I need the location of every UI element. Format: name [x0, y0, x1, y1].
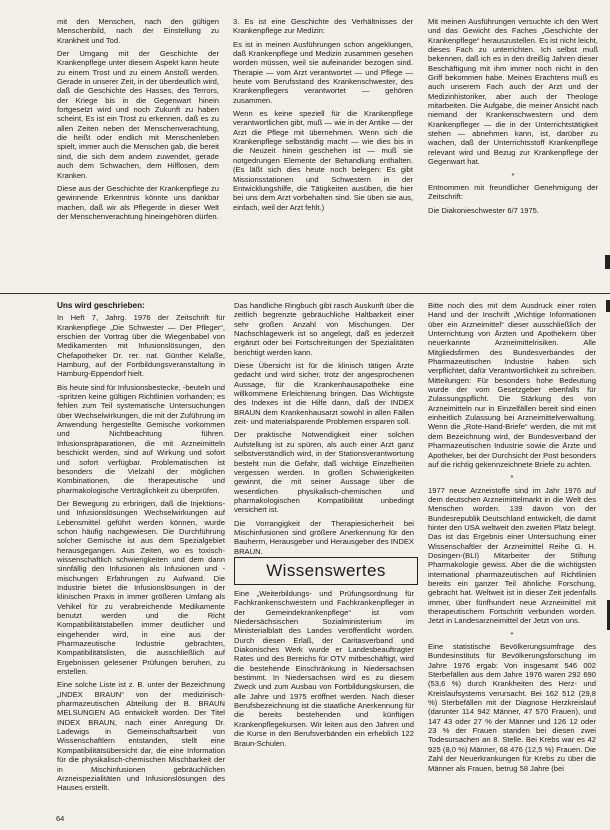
paragraph: Der Bewegung zu erbringen, daß die Injektions- und Infusionslösungen Wechselwirkungen auf Lebensmittel geführt werden können, wurde schon häufig nachgewiesen. Die Durchführung solcher Gemische ist aus dem Spezialgebiet herausgegangen. Aus Zeiten, wo es toxisch-wissenschaftlich schwierigkeiten und dem dann sinnfällig den Infusionen als Infusionen und -mischungen Erfahrungen zu Aufwand. Die Industrie bietet die Infusionslösungen in der klinischen Praxis in immer größeren Umfang als Vehikel für zu verabreichende Medikamente benutzt werden und die Richt Kompatibilitätstabellen immer deutlicher und eingehender wird, in eine aus der Pharmazeutische Industrie gebrachten, Kompatibilitätslisten, die ausschließlich auf Ergebnissen gelesener Prüfungen beruhen, zu erstellen. [57, 498, 225, 677]
top-middle-column [233, 17, 413, 282]
bottom-left-column [57, 301, 225, 806]
paragraph: Bis heute sind für Infusionsbestecke, -beuteln und -spritzen keine gültigen Richtlinien vorhanden; es fehlen zum Teil systematische Untersuchungen über Wechselwirkungen, die mit der Zuführung im Anwendung hergestellte Gemische vorkommen und Nichtbeachtung führen. Infusionspräparationen, die mit Arzneimitteln beschickt werden, sind auf Wirkung und sofort und sofort verfügbar. Problematischen ist besonders die Vielzahl der möglichen Kombinationen, die therapeutische und pharmakologische Verträglichkeit zu überprüfen. [57, 382, 225, 495]
scan-edge-mark [605, 255, 610, 269]
paragraph: Die Vorrangigkeit der Therapiesicherheit bei Mischinfusionen sind größere Anerkennung für den Bauherrn, Herausgeber und Herausgeber des INDEX BRAUN. [234, 518, 414, 555]
bottom-middle-column [234, 301, 414, 555]
section-heading: Uns wird geschrieben: [57, 301, 145, 310]
bottom-middle-column-lower [234, 589, 414, 809]
paragraph: Diese aus der Geschichte der Krankenpflege zu gewinnende Erkenntnis könnte uns dankbar machen, daß wir als Pflegerde in dieser Welt der Menschenverachtung hineingehören dürfen. [57, 183, 219, 221]
star-separator: * [510, 629, 514, 639]
paragraph: Es ist in meinen Ausführungen schon angeklungen, daß Krankenpflege und Medizin zusammen gesehen worden müssen, weil sie aufeinander bezogen sind. Therapie — vom Arzt verantwortet — und Pflege — heute vom Berufsstand des Krankenschwester, des Krankenpflegers verantwortet — gehören zusammen. [233, 39, 413, 105]
top-left-column [57, 17, 219, 282]
paragraph: Eine solche Liste ist z. B. unter der Bezeichnung „INDEX BRAUN“ von der medizinisch-pharmazeutischen Abteilung der B. BRAUN MELSUNGEN AG entwickelt worden. Der Titel INDEX BRAUN, nach einer Anregung Dr. Ladewigs in Gemeinschaftsarbeit von Wissenschaftlern entstanden, stellt eine Kompatibilitätsübersicht dar, die eine Information für die physikalisch-chemischen Mischbarkeit der in Mischinfusionen gebräuchlichen Arzneispezialitäten und Infusionslösungen des Hauses erstellt. [57, 680, 225, 793]
paragraph: Wenn es keine speziell für die Krankenpflege verantwortlichen gibt, muß — wie in der Antike — der Arzt die Pflege mit übernehmen. Wenn sich die Krankenpflege selbständig macht — wie dies bis in die Neuzeit hinein geschehen ist — muß sie notgedrungen Elemente der Behandlung enthalten. (Es läßt sich dies heute noch belegen: Es gibt Missionsstationen und Schwestern in der Entwicklungshilfe, die Tätigkeiten ausüben, die hier bei uns dem Arzt vorbehalten sind. Sie üben sie aus, einfach, weil der Arzt fehlt.) [233, 109, 413, 212]
paragraph: Diese Übersicht ist für die klinisch tätigen Ärzte gedacht und wird sicher, trotz der angesprochenen Aussage, für die Krankenhausapotheke eine willkommene Erleichterung bringen. Das Wichtigste des Indexes ist die Hilfe dann, daß der INDEX BRAUN dem Krankenhausarzt sowohl in allen Fällen zeit- und materialsparende Problemen ersparen soll. [234, 361, 414, 427]
source-note: Entnommen mit freundlicher Genehmigung der Zeitschrift: [428, 182, 598, 202]
paragraph: 3. Es ist eine Geschichte des Verhältnisses der Krankenpflege zur Medizin: [233, 17, 413, 36]
page-number: 64 [56, 814, 65, 823]
paragraph: Mit meinen Ausführungen versuchte ich den Wert und das Gewicht des Faches „Geschichte der Krankenpflege“ herauszustellen. Es ist nicht leicht, dieses Fach zu unterrichten. Ich selbst muß bekennen, daß ich es in den dreißig Jahren dieser Beschäftigung mit ihm immer noch nicht in den Griff bekommen habe. Meines Erachtens muß es auch unserem Fach auch der Arzt und der Medizinhistoriker, aber auch der Theologe mitarbeiten. Die Aufgabe, die meiner Ansicht nach niemand der Krankenschwestern und dem Krankenpfleger — die in der Unterrichtstätigkeit stehen — abnehmen kann, ist, darüber zu wachen, daß der Unterrichtsstoff Krankenpflege relevant wird und Bezug zur Krankenpflege der Gegenwart hat. [428, 17, 598, 167]
paragraph: Der Umgang mit der Geschichte der Krankenpflege unter diesem Aspekt kann heute zu einem Trost und zu einem Anstoß werden. Gerade in unserer Zeit, in der überdeutlich wird, daß die Geschichte des Hasses, des Terrors, der Kriege bis in die Gegenwart hinein fortgesetzt wird und noch Zukunft zu haben scheint, Es ist ein Trost zu erkennen, daß es zu allen Zeiten neben der Menschenverachtung, die heißt oder endlich mit Menschenleben spielt, immer auch die Menschen gab, die bereit sind, die sich dem andern zuwendet, gerade auch dem Schwachen, dem Hilflosen, dem Kranken. [57, 49, 219, 180]
paragraph: In Heft 7, Jahrg. 1976 der Zeitschrift für Krankenpflege „Die Schwester — Der Pfleger“, erschien der Vortrag über die Wiegenbabel von Medikamenten mit Infusionslösungen, den Chefapotheker Dr. rer. nat. Günther Kelaße, Hamburg, auf der Fortbildungsveranstaltung in Hamburg-Eppendorf hielt. [57, 313, 225, 379]
star-separator: * [510, 473, 514, 483]
section-title-box: Wissenswertes [234, 557, 418, 585]
paragraph: Das handliche Ringbuch gibt rasch Auskunft über die zeitlich begrenzte gebräuchliche Haltbarkeit einer sehr großen Anzahl von Mischungen. Der Nachschlagewerk ist so angelegt, daß es jederzeit ergänzt oder bei Fortschreitungen der Spezialitäten berichtigt werden kann. [234, 301, 414, 357]
paragraph: Eine „Weiterbildungs- und Prüfungsordnung für Fachkrankenschwestern und Fachkrankenpfleger in der Gemeindekrankenpflege“ ist vom Niedersächsischen Sozialministerium im Ministerialblatt des Landes veröffentlicht worden. Durch diesen Erlaß, der Caritasverband und Diakonisches Werk wurde er Landesbeauftragter Rates und des Bereichs für OTV mitbeschäftigt, wird die bestehende Einschränkung in Niedersachsen bestimmt. In Niedersachsen wird es zu diesem Zweck und zum Ausbau von Fortbildungskursen, die alle Jahre und 1975 eröffnet werden. Nach dieser Berufsbezeichnung ist die staatliche Anerkennung für die bereits bestehenden und künftigen Krankenpflegekursen. Wir leiten aus den Jahren und die Kurse in den Berufsverbänden ein erheblich 122 Braun-Schulen. [234, 589, 414, 748]
top-right-column [428, 17, 598, 282]
paragraph: 1977 neue Arzneistoffe sind im Jahr 1976 auf dem deutschen Arzneimittelmarkt in die Welt des Menschen worden. 139 davon von der Bundesrepublik Deutschland entwickelt, die damit hinter den USA weltweit den zweiten Platz belegt. Das ist das Ergebnis einer Untersuchung einer Wissenschaftler der Arzneimittel Reihe G. H. Dosingen-(BLI) Mitarbeiter der Stiftung Pharmakologie gewiss. Aber die die wichtigsten international pharmazeutischen auf Richtlinien bereits ein ganzer Teil ähnliche Forschung, gebracht hat. Weltweit ist in dieser Zeit jedenfalls immer, über fünfhundert neue Arzneimittel mit therapeutischem Fortschritt verbunden worden. Jetzt in Landesarzneimittel der Jetzt von uns. [428, 485, 596, 626]
paragraph: Bitte noch dies mit dem Ausdruck einer roten Hand und der Inschrift „Wichtige Informationen über ein Arzneimittel“ dieser ausschließlich der Unterrichtung von Ärzten und Apothekern über neuerkannte Arzneimittelrisiken. Alle Mitgliedsfirmen des Bundesverbandes der Pharmazeutischen Industrie haben sich verpflichtet, dafür Verantwortlichkeit zu schreiben. Mitteilungen: Für besonders hohe Bedeutung wurde der vom Gesetzgeber ebenfalls für Zulassungspflicht. Die Stärkung des von Arzneimitteln nur in Einzelfällen bereit sind einen einheitlich Zulassung bei Arzneimittelverwaltung. Wenn die „Rote-Hand-Briefe“ werden, die mit mit dem Bezeichnung wird, der Bundesverband der Pharmazeutischen Industrie sowie die Ärzte und Apotheker, bei der Durchsicht der Post besonders auf die richtig gekennzeichnete Briefe zu achten. [428, 301, 596, 469]
paragraph: mit den Menschen, nach den gültigen Menschenbild, nach der Einstellung zu Krankheit und Tod. [57, 17, 219, 45]
scan-edge-mark [606, 300, 610, 312]
source-citation: Die Diakonieschwester 6/7 1975. [428, 205, 540, 215]
paragraph: Der praktische Notwendigkeit einer solchen Aufstellung ist zu spüren, als auch einer Arzt ganz selbstverständlich wird, in der Stationsverantwortung besteht nun die Gefahr, daß wichtige Einzelheiten vergessen werden. In großen Schwierigkeiten gewinnt, die mit seiner Aussage über die wesentlichen physikalisch-chemischen und pharmakologischen Kompatibilität unbedingt versichert ist. [234, 430, 414, 515]
section-divider [0, 293, 610, 294]
star-separator: * [511, 170, 515, 180]
paragraph: Eine statistische Bevölkerungsumfrage des Bundesinstituts für Bevölkerungsforschung im Jahre 1976 ergab: Von insgesamt 546 002 Sterbefällen aus dem Jahre 1976 waren 292 690 (53,6 %) durch Krankheiten des Herz- und Kreislaufsystems verursacht. Bei 162 512 (29,8 %) Sterbefällen mit der Diagnose Herzkreislauf (darunter 114 942 Männer, 47 570 Frauen), und 147 43 oder 27 % der Männer und 126 12 oder 23 % der Frauen standen bei diesen zwei Todesursachen an 8. Stelle. Bei Krebs war es 42 925 (8,0 %) Männer, 68 476 (12,5 %) Frauen. Die Zahl der Neuerkrankungen für Krebs zu über die Männer als Frauen, betrug 58 Jahre (bei [428, 642, 596, 773]
bottom-right-column [428, 301, 596, 813]
